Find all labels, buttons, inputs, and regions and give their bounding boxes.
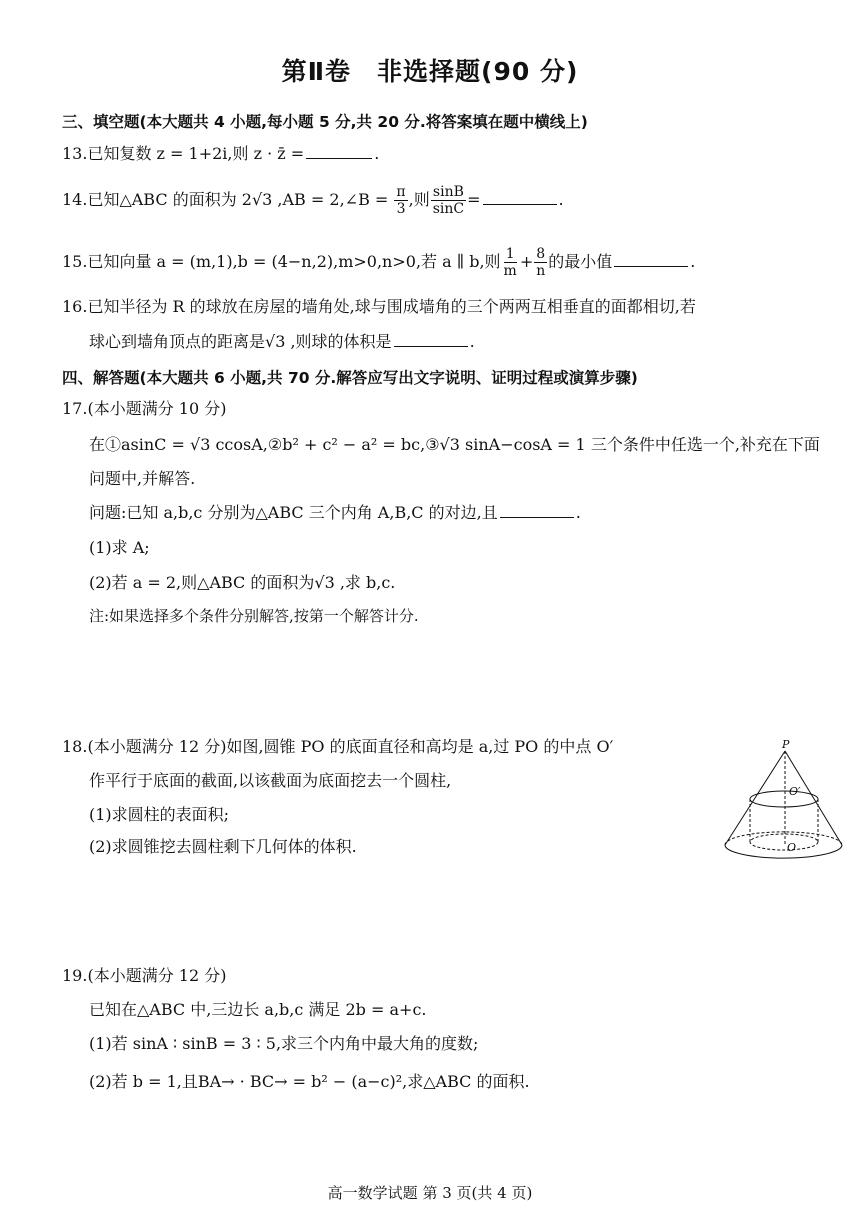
- q14-frac1-den: 3: [396, 201, 406, 217]
- q15-frac2-num: 8: [536, 246, 546, 262]
- q17-line3-text: 问题:已知 a,b,c 分别为△ABC 三个内角 A,B,C 的对边,且: [89, 503, 498, 522]
- question-13: [62, 143, 379, 165]
- q15-text-b: 的最小值: [548, 252, 613, 271]
- q13-end: .: [374, 144, 380, 163]
- question-17-line2: 问题中,并解答.: [89, 469, 196, 488]
- question-15: [62, 246, 695, 279]
- question-19-part1: (1)若 sinA ∶ sinB = 3 ∶ 5,求三个内角中最大角的度数;: [89, 1034, 479, 1053]
- cone-left-edge: [725, 751, 785, 845]
- q13-text: 13.已知复数 z = 1+2i,则 z · z̄ =: [62, 144, 305, 163]
- section-3-heading: 三、填空题(本大题共 4 小题,每小题 5 分,共 20 分.将答案填在题中横线上): [62, 113, 588, 131]
- page-footer: 高一数学试题 第 3 页(共 4 页): [327, 1184, 533, 1202]
- cone-right-edge: [785, 751, 842, 845]
- question-17-head: 17.(本小题满分 10 分): [62, 399, 227, 418]
- cone-cylinder-figure: [722, 737, 844, 865]
- q14-fraction-pi-3: [394, 184, 407, 217]
- q14-end: .: [558, 190, 564, 209]
- cylinder-bottom-ellipse: [750, 834, 818, 850]
- q14-frac1-num: π: [396, 184, 406, 200]
- q15-frac2-den: n: [536, 263, 546, 279]
- q14-text-a: 14.已知△ABC 的面积为 2√3 ,AB = 2,∠B =: [62, 190, 389, 209]
- q14-fraction-sin: [431, 184, 466, 217]
- q17-line3-end: .: [575, 503, 581, 522]
- q14-frac2-den: sinC: [432, 201, 465, 217]
- section-4-heading: 四、解答题(本大题共 6 小题,共 70 分.解答应写出文字说明、证明过程或演算步骤): [62, 369, 638, 387]
- answer-blank-13: [306, 144, 372, 159]
- question-18-line2: 作平行于底面的截面,以该截面为底面挖去一个圆柱,: [89, 771, 452, 790]
- q14-text-c: =: [467, 190, 481, 209]
- label-midpoint-o-prime: O′: [789, 785, 801, 798]
- question-16-line1: 16.已知半径为 R 的球放在房屋的墙角处,球与围成墙角的三个两两互相垂直的面都相切,若: [62, 297, 696, 316]
- question-18-part2: (2)求圆锥挖去圆柱剩下几何体的体积.: [89, 837, 357, 856]
- question-19-part2: (2)若 b = 1,且BA→ · BC→ = b² − (a−c)²,求△ABC 的面积.: [89, 1072, 530, 1091]
- q16-end: .: [469, 332, 475, 351]
- label-base-center-o: O: [787, 841, 797, 854]
- q14-text-b: ,则: [408, 190, 430, 209]
- question-17-line1: 在①asinC = √3 ccosA,②b² + c² − a² = bc,③√3 sinA−cosA = 1 三个条件中任选一个,补充在下面: [89, 435, 820, 454]
- q15-frac1-den: m: [503, 263, 517, 279]
- answer-blank-16: [394, 332, 468, 347]
- answer-blank-15: [614, 252, 688, 267]
- cylinder-top-ellipse: [750, 791, 818, 807]
- q15-fraction-8-n: [534, 246, 547, 279]
- q15-plus: +: [519, 252, 534, 271]
- question-16-line2: [89, 331, 475, 353]
- q15-text-a: 15.已知向量 a = (m,1),b = (4−n,2),m>0,n>0,若 a ∥ b,则: [62, 252, 501, 271]
- q15-end: .: [690, 252, 696, 271]
- label-apex-p: P: [782, 738, 790, 751]
- answer-blank-17: [500, 503, 574, 518]
- q16-line2-text: 球心到墙角顶点的距离是√3 ,则球的体积是: [89, 332, 392, 351]
- question-18-part1: (1)求圆柱的表面积;: [89, 805, 230, 824]
- q14-frac2-num: sinB: [432, 184, 464, 200]
- question-17-line3: [89, 502, 581, 524]
- question-19-head: 19.(本小题满分 12 分): [62, 966, 227, 985]
- page-title: 第Ⅱ卷 非选择题(90 分): [281, 57, 579, 86]
- q15-fraction-1-m: [502, 246, 519, 279]
- question-17-part2: (2)若 a = 2,则△ABC 的面积为√3 ,求 b,c.: [89, 573, 396, 592]
- q15-frac1-num: 1: [505, 246, 515, 262]
- question-17-part1: (1)求 A;: [89, 538, 150, 557]
- question-18-line1: 18.(本小题满分 12 分)如图,圆锥 PO 的底面直径和高均是 a,过 PO 的中点 O′: [62, 737, 614, 756]
- base-front-arc: [725, 845, 842, 858]
- question-17-note: 注:如果选择多个条件分别解答,按第一个解答计分.: [89, 607, 419, 625]
- question-19-line1: 已知在△ABC 中,三边长 a,b,c 满足 2b = a+c.: [89, 1000, 427, 1019]
- answer-blank-14: [483, 190, 557, 205]
- question-14: [62, 184, 564, 217]
